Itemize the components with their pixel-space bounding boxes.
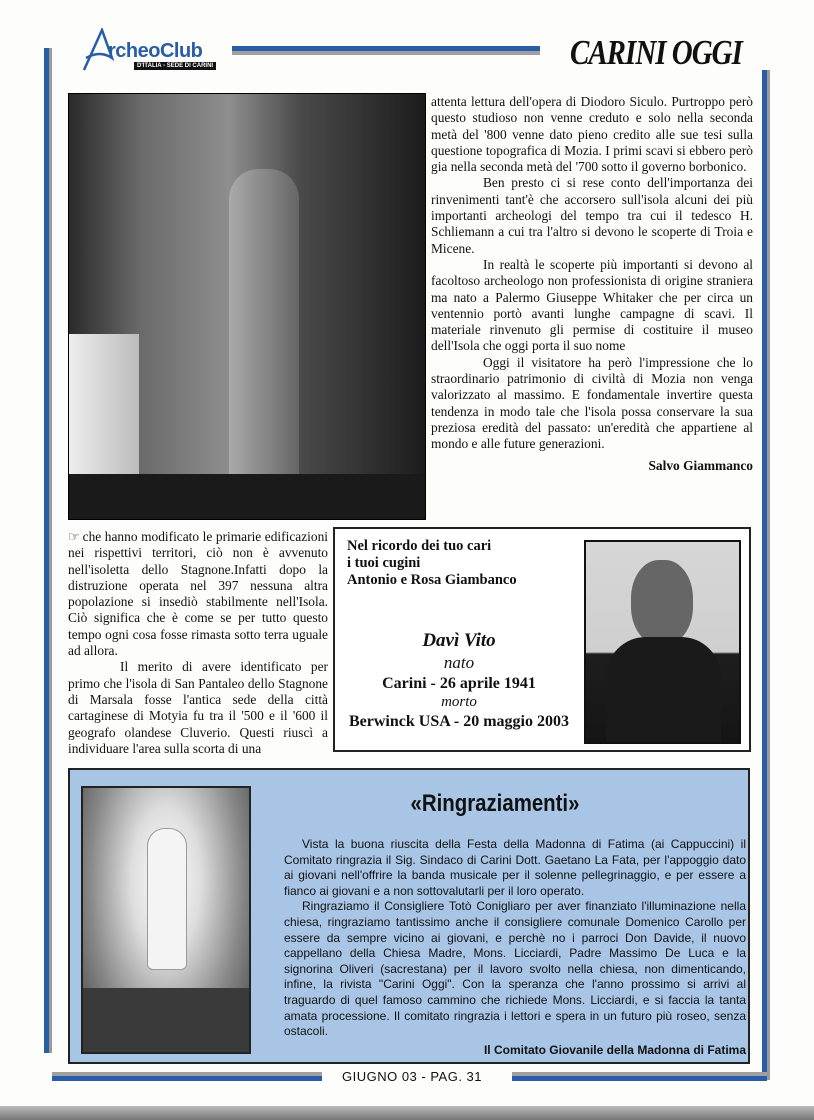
obituary-box [333, 527, 751, 752]
obituary-name: Davì Vito [422, 630, 496, 651]
article-paragraph: Il merito di avere identificato per primo che l'isola di San Pantaleo dello Stagnone di Marsala fosse l'antica sede della città cartaginese di Motyia fu tra il '500 e il '600 il geografo olandese Cluverio. Questi riuscì a individuare l'area sulla scorta di una [68, 659, 328, 756]
left-frame-bar [44, 48, 52, 1053]
article-author: Salvo Giammanco [648, 457, 753, 473]
thanks-box [68, 768, 750, 1064]
footer-rule-left [52, 1072, 322, 1081]
article-paragraph: che hanno modificato le primarie edificazioni nei rispettivi territori, ciò non è avvenuto nell'isoletta dello Stagnone.Infatti dopo la distruzione operata nel 397 nessuna altra popolazione si insediò stabilmente nell'Isola. Ciò significa che è come se per tutto questo tempo ogni cosa fosse rimasta sotto terra uguale ad allora. [68, 529, 328, 659]
logo-main-text: rcheoClub [108, 40, 203, 62]
obituary-died-label: morto [441, 694, 477, 710]
archeoclub-logo [80, 28, 215, 74]
pointing-hand-icon: ☞ [68, 529, 80, 544]
footer-rule-right [512, 1072, 767, 1081]
thanks-paragraph: Ringraziamo il Consigliere Totò Conigliaro per aver finanziato l'illuminazione nella chiesa, ringraziamo tantissimo anche il consigliere comunale Domenico Carollo per essere da sempre vicino ai giovani, e perchè no i parroci Don Davide, il nuovo cappellano della Chiesa Madre, Mons. Licciardi, Padre Massimo De Luca e la signorina Oliveri (sacrestana) per il lavoro svolto nella chiesa, non dimenticando, infine, la rivista "Carini Oggi". Con la speranza che l'anno prossimo si arrivi al traguardo di quel famoso cammino che richiede Mons. Licciardi, e si faccia la tanta amata processione. Il comitato ringrazia i lettori e spera in un futuro più roseo, senza ostacoli. [284, 899, 746, 1039]
obituary-born: Carini - 26 aprile 1941 [382, 675, 536, 692]
header-rule [232, 46, 540, 55]
madonna-fatima-image [81, 786, 251, 1054]
article-paragraph: Oggi il visitatore ha però l'impressione che lo straordinario patrimonio di civiltà di Mozia non venga valorizzato al massimo. E fondamentale invertire questa tendenza in modo tale che l'isola possa conservare la sua preziosa eredità del passato: un'eredità che appartiene al mondo e alle future generazioni. [431, 354, 753, 452]
article-right-column [431, 94, 753, 474]
thanks-signature: Il Comitato Giovanile della Madonna di Fatima [483, 1042, 746, 1057]
obituary-died: Berwinck USA - 20 maggio 2003 [349, 713, 569, 730]
thanks-paragraph: Vista la buona riuscita della Festa della Madonna di Fatima (ai Cappuccini) il Comitato ringrazia il Sig. Sindaco di Carini Dott. Gaetano La Fata, per l'appoggio dato ai giovani nell'offrire la banda musicale per il solenne pellegrinaggio, e per essere a fianco ai giovani e a non sottovalutarli per il loro operato. [284, 837, 746, 898]
obituary-portrait-photo [584, 540, 741, 744]
right-frame-bar [762, 70, 770, 1080]
footer-page-label: GIUGNO 03 - PAG. 31 [341, 1069, 483, 1084]
obituary-dedication: Antonio e Rosa Giambanco [347, 572, 517, 588]
article-paragraph: In realtà le scoperte più importanti si devono al facoltoso archeologo non professionista di origine straniera ma nato a Palermo Giuseppe Whitaker che per circa un ventennio portò avanti lunghe campagne di scavi. Il materiale rinvenuto gli permise di costituire il museo dell'Isola che oggi porta il suo nome [431, 256, 753, 354]
masthead-title: CARINI OGGI [570, 34, 742, 73]
statue-photo [68, 93, 426, 520]
article-left-column [68, 529, 328, 757]
article-paragraph: attenta lettura dell'opera di Diodoro Siculo. Purtroppo però questo studioso non venne creduto e solo nella seconda metà del '800 venne dato pieno credito alle sue tesi sulla questione topografica di Mozia. I primi scavi si ebbero però gia nella seconda metà del '700 sotto il governo borbonico. [431, 94, 753, 175]
obituary-born-label: nato [443, 653, 475, 672]
obituary-dedication: Nel ricordo dei tuo cari [347, 538, 492, 554]
scan-bottom-edge [0, 1106, 814, 1120]
logo-subtitle: D'ITALIA - SEDE DI CARINI [134, 62, 216, 70]
obituary-dedication: i tuoi cugini [347, 555, 421, 571]
article-paragraph: Ben presto ci si rese conto dell'importanza dei rinvenimenti tant'è che accorsero sull'isola alcuni dei più importanti archeologi del tempo tra cui il tedesco H. Schliemann a cui tra l'altro si devono le scoperte di Troia e Micene. [431, 175, 753, 256]
thanks-title: «Ringraziamenti» [410, 790, 580, 817]
